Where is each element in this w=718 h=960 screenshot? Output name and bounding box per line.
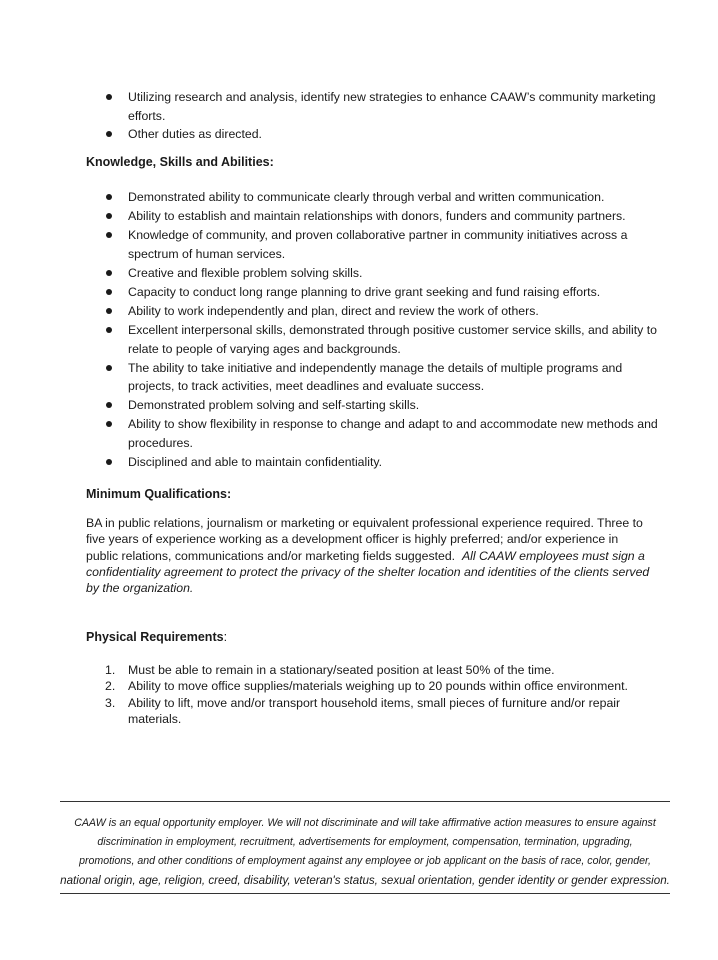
ksa-bullet-list	[103, 188, 663, 472]
bullet-icon	[106, 327, 112, 333]
list-item-text: Ability to move office supplies/materials weighing up to 20 pounds within office environment.	[128, 679, 628, 694]
confidentiality-note: All CAAW employees must sign a confidentiality agreement to protect the privacy of the shelter location and identities of the clients served by the organization.	[86, 548, 650, 596]
list-item-text: Must be able to remain in a stationary/seated position at least 50% of the time.	[128, 663, 555, 677]
ksa-heading: Knowledge, Skills and Abilities:	[86, 155, 274, 169]
list-item	[103, 415, 663, 452]
list-item-text: Excellent interpersonal skills, demonstrated through positive customer service skills, and ability to relate to people of varying ages and backgrounds.	[128, 323, 658, 356]
eeo-statement	[52, 814, 678, 890]
list-item-text: Creative and flexible problem solving skills.	[128, 265, 363, 280]
physical-heading-colon: :	[223, 630, 228, 644]
physical-heading-text: Physical Requirements	[86, 630, 224, 644]
list-item	[103, 264, 663, 283]
bullet-icon	[106, 232, 112, 238]
list-item	[103, 207, 663, 226]
list-item-text: Other duties as directed.	[128, 127, 262, 141]
eeo-line: promotions, and other conditions of employment against any employee or job applicant on the basis of race, color, gender,	[79, 855, 651, 867]
list-item-text: Demonstrated ability to communicate clearly through verbal and written communication.	[128, 190, 605, 204]
list-item	[103, 125, 663, 144]
list-item-text: Ability to establish and maintain relationships with donors, funders and community partners.	[128, 209, 626, 224]
footer-top-divider	[60, 801, 670, 802]
eeo-line: discrimination in employment, recruitment, advertisements for employment, compensation, termination, upgrading,	[97, 836, 633, 848]
list-item	[103, 396, 663, 415]
list-item-text: The ability to take initiative and independently manage the details of multiple programs and projects, to track activities, meet deadlines and evaluate success.	[128, 360, 623, 394]
list-item-text: Utilizing research and analysis, identify new strategies to enhance CAAW’s community marketing efforts.	[128, 90, 656, 123]
list-item	[103, 453, 663, 472]
list-item	[103, 188, 663, 207]
list-item	[105, 662, 650, 678]
min-qual-heading: Minimum Qualifications:	[86, 487, 232, 501]
list-item-text: Disciplined and able to maintain confidentiality.	[128, 454, 383, 469]
list-item-text: Demonstrated problem solving and self-starting skills.	[128, 398, 420, 413]
bullet-icon	[106, 402, 112, 408]
bullet-icon	[106, 131, 112, 137]
min-qual-text: BA in public relations, journalism or marketing or equivalent professional experience required. Three to five years of experience working as a development officer is highly preferred; and/or experience in public relations, communications and/or marketing fields suggested.	[86, 516, 643, 563]
physical-heading	[86, 630, 227, 644]
bullet-icon	[106, 213, 112, 219]
list-item-text: Ability to show flexibility in response to change and adapt to and accommodate new methods and procedures.	[128, 417, 658, 450]
bullet-icon	[106, 365, 112, 371]
bullet-icon	[106, 308, 112, 314]
list-item	[103, 283, 663, 302]
list-item	[103, 321, 663, 358]
bullet-icon	[106, 289, 112, 295]
list-item-text: Capacity to conduct long range planning to drive grant seeking and fund raising efforts.	[128, 284, 601, 299]
footer-bottom-divider	[60, 893, 670, 894]
list-item	[105, 695, 650, 728]
min-qual-paragraph	[86, 515, 652, 596]
bullet-icon	[106, 270, 112, 276]
physical-list	[105, 662, 650, 727]
list-item-text: Knowledge of community, and proven collaborative partner in community initiatives across a spectrum of human services.	[128, 228, 628, 261]
eeo-line: national origin, age, religion, creed, disability, veteran's status, sexual orientation, gender identity or gender expression.	[60, 874, 670, 887]
list-number: 3.	[105, 695, 116, 710]
bullet-icon	[106, 459, 112, 465]
bullet-icon	[106, 194, 112, 200]
eeo-line: CAAW is an equal opportunity employer. We will not discriminate and will take affirmative action measures to ensure against	[74, 817, 656, 829]
list-item	[103, 226, 663, 263]
list-item	[103, 359, 663, 396]
list-item-text: Ability to lift, move and/or transport household items, small pieces of furniture and/or repair materials.	[128, 695, 621, 726]
bullet-icon	[106, 94, 112, 100]
list-item	[103, 88, 663, 125]
list-item	[105, 678, 650, 694]
top-bullet-list	[103, 88, 663, 144]
bullet-icon	[106, 421, 112, 427]
list-item-text: Ability to work independently and plan, direct and review the work of others.	[128, 303, 539, 318]
list-item	[103, 302, 663, 321]
list-number: 2.	[105, 679, 116, 694]
list-number: 1.	[105, 663, 116, 677]
